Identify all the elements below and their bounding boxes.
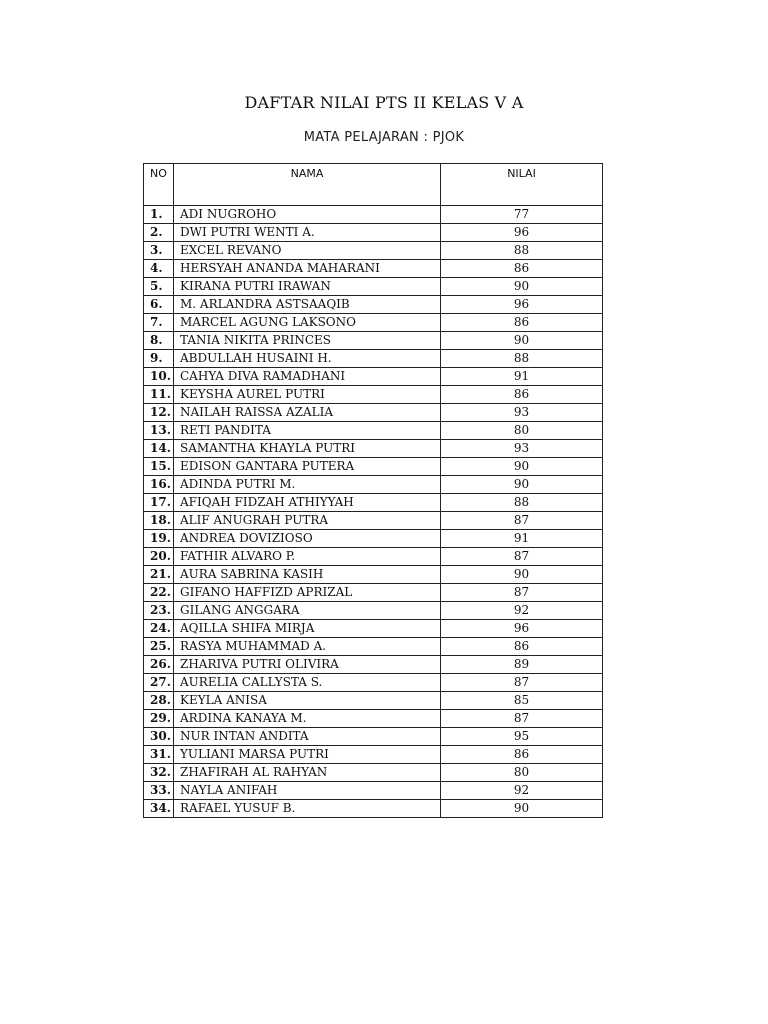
row-number: 4. [144, 260, 174, 278]
table-row [144, 692, 603, 710]
student-name: ALIF ANUGRAH PUTRA [174, 512, 441, 530]
row-number: 26. [144, 656, 174, 674]
student-name: FATHIR ALVARO P. [174, 548, 441, 566]
row-number: 19. [144, 530, 174, 548]
column-header-name: NAMA [174, 164, 441, 206]
student-name: HERSYAH ANANDA MAHARANI [174, 260, 441, 278]
table-row [144, 746, 603, 764]
table-row [144, 404, 603, 422]
table-row [144, 458, 603, 476]
student-score: 86 [441, 314, 603, 332]
student-name: YULIANI MARSA PUTRI [174, 746, 441, 764]
student-score: 96 [441, 620, 603, 638]
student-score: 87 [441, 584, 603, 602]
row-number: 22. [144, 584, 174, 602]
student-name: GILANG ANGGARA [174, 602, 441, 620]
student-score: 91 [441, 530, 603, 548]
table-row [144, 620, 603, 638]
student-score: 88 [441, 494, 603, 512]
student-name: AURELIA CALLYSTA S. [174, 674, 441, 692]
student-name: NAILAH RAISSA AZALIA [174, 404, 441, 422]
student-score: 88 [441, 350, 603, 368]
table-header-row [144, 164, 603, 206]
student-score: 90 [441, 566, 603, 584]
table-row [144, 674, 603, 692]
row-number: 32. [144, 764, 174, 782]
student-score: 87 [441, 512, 603, 530]
row-number: 8. [144, 332, 174, 350]
row-number: 17. [144, 494, 174, 512]
page-title: DAFTAR NILAI PTS II KELAS V A [244, 93, 524, 112]
student-score: 86 [441, 386, 603, 404]
row-number: 28. [144, 692, 174, 710]
table-row [144, 314, 603, 332]
student-score: 86 [441, 746, 603, 764]
row-number: 14. [144, 440, 174, 458]
student-name: ABDULLAH HUSAINI H. [174, 350, 441, 368]
student-name: NUR INTAN ANDITA [174, 728, 441, 746]
row-number: 6. [144, 296, 174, 314]
table-row [144, 710, 603, 728]
student-score: 90 [441, 278, 603, 296]
student-name: ZHARIVA PUTRI OLIVIRA [174, 656, 441, 674]
row-number: 16. [144, 476, 174, 494]
student-name: TANIA NIKITA PRINCES [174, 332, 441, 350]
table-row [144, 602, 603, 620]
student-name: AQILLA SHIFA MIRJA [174, 620, 441, 638]
student-name: MARCEL AGUNG LAKSONO [174, 314, 441, 332]
row-number: 3. [144, 242, 174, 260]
student-score: 89 [441, 656, 603, 674]
student-name: M. ARLANDRA ASTSAAQIB [174, 296, 441, 314]
table-row [144, 584, 603, 602]
student-name: ADI NUGROHO [174, 206, 441, 224]
student-score: 92 [441, 602, 603, 620]
table-row [144, 512, 603, 530]
table-row [144, 368, 603, 386]
table-row [144, 566, 603, 584]
table-row [144, 386, 603, 404]
row-number: 27. [144, 674, 174, 692]
row-number: 30. [144, 728, 174, 746]
student-name: EXCEL REVANO [174, 242, 441, 260]
row-number: 29. [144, 710, 174, 728]
student-score: 90 [441, 800, 603, 818]
student-score: 88 [441, 242, 603, 260]
student-name: SAMANTHA KHAYLA PUTRI [174, 440, 441, 458]
student-name: ADINDA PUTRI M. [174, 476, 441, 494]
row-number: 12. [144, 404, 174, 422]
table-row [144, 548, 603, 566]
student-name: RETI PANDITA [174, 422, 441, 440]
table-row [144, 440, 603, 458]
student-name: CAHYA DIVA RAMADHANI [174, 368, 441, 386]
table-body [144, 206, 603, 818]
row-number: 21. [144, 566, 174, 584]
table-row [144, 494, 603, 512]
student-name: KIRANA PUTRI IRAWAN [174, 278, 441, 296]
table-row [144, 530, 603, 548]
table-row [144, 728, 603, 746]
row-number: 34. [144, 800, 174, 818]
column-header-score: NILAI [441, 164, 603, 206]
table-row [144, 782, 603, 800]
student-score: 90 [441, 332, 603, 350]
student-score: 77 [441, 206, 603, 224]
row-number: 31. [144, 746, 174, 764]
student-score: 90 [441, 476, 603, 494]
student-score: 87 [441, 710, 603, 728]
student-score: 96 [441, 224, 603, 242]
student-score: 92 [441, 782, 603, 800]
student-name: RASYA MUHAMMAD A. [174, 638, 441, 656]
table-row [144, 260, 603, 278]
student-score: 93 [441, 440, 603, 458]
student-score: 91 [441, 368, 603, 386]
student-score: 95 [441, 728, 603, 746]
student-name: DWI PUTRI WENTI A. [174, 224, 441, 242]
student-score: 86 [441, 638, 603, 656]
row-number: 10. [144, 368, 174, 386]
row-number: 5. [144, 278, 174, 296]
student-name: KEYSHA AUREL PUTRI [174, 386, 441, 404]
row-number: 9. [144, 350, 174, 368]
student-score: 80 [441, 422, 603, 440]
table-row [144, 206, 603, 224]
row-number: 2. [144, 224, 174, 242]
grades-table [143, 163, 603, 818]
student-score: 96 [441, 296, 603, 314]
table-row [144, 242, 603, 260]
student-name: EDISON GANTARA PUTERA [174, 458, 441, 476]
row-number: 24. [144, 620, 174, 638]
table-row [144, 800, 603, 818]
row-number: 13. [144, 422, 174, 440]
student-score: 90 [441, 458, 603, 476]
student-name: AURA SABRINA KASIH [174, 566, 441, 584]
student-name: ANDREA DOVIZIOSO [174, 530, 441, 548]
student-score: 80 [441, 764, 603, 782]
table-row [144, 422, 603, 440]
student-name: ARDINA KANAYA M. [174, 710, 441, 728]
student-name: NAYLA ANIFAH [174, 782, 441, 800]
student-score: 93 [441, 404, 603, 422]
row-number: 7. [144, 314, 174, 332]
row-number: 18. [144, 512, 174, 530]
student-score: 85 [441, 692, 603, 710]
student-name: KEYLA ANISA [174, 692, 441, 710]
student-name: AFIQAH FIDZAH ATHIYYAH [174, 494, 441, 512]
table-row [144, 476, 603, 494]
row-number: 33. [144, 782, 174, 800]
table-row [144, 350, 603, 368]
student-score: 86 [441, 260, 603, 278]
student-score: 87 [441, 674, 603, 692]
table-row [144, 278, 603, 296]
table-row [144, 224, 603, 242]
student-score: 87 [441, 548, 603, 566]
student-name: ZHAFIRAH AL RAHYAN [174, 764, 441, 782]
row-number: 25. [144, 638, 174, 656]
table-row [144, 296, 603, 314]
row-number: 15. [144, 458, 174, 476]
table-row [144, 764, 603, 782]
table-row [144, 638, 603, 656]
table-row [144, 332, 603, 350]
table-row [144, 656, 603, 674]
subject-subtitle: MATA PELAJARAN : PJOK [303, 130, 465, 145]
row-number: 1. [144, 206, 174, 224]
student-name: GIFANO HAFFIZD APRIZAL [174, 584, 441, 602]
row-number: 11. [144, 386, 174, 404]
column-header-no: NO [144, 164, 174, 206]
student-name: RAFAEL YUSUF B. [174, 800, 441, 818]
row-number: 23. [144, 602, 174, 620]
row-number: 20. [144, 548, 174, 566]
